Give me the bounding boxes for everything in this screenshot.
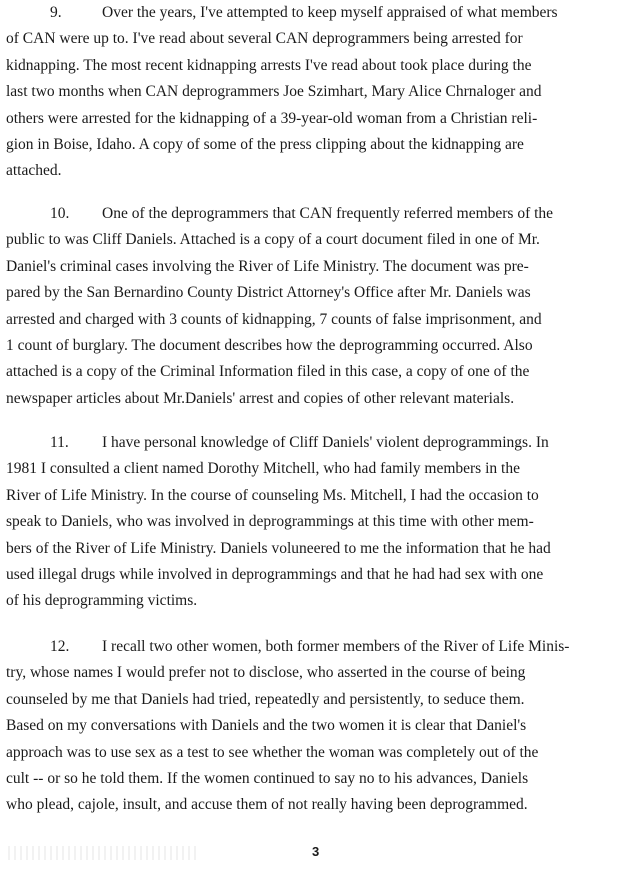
paragraph-line: newspaper articles about Mr.Daniels' arrest and copies of other relevant materials. bbox=[6, 389, 515, 407]
paragraph-line: Based on my conversations with Daniels and the two women it is clear that Daniel's bbox=[6, 717, 527, 735]
paragraph-line: public to was Cliff Daniels. Attached is a copy of a court document filed in one of Mr. bbox=[6, 231, 540, 249]
paragraph-11 bbox=[6, 430, 620, 615]
paragraph-line: gion in Boise, Idaho. A copy of some of the press clipping about the kidnapping are bbox=[6, 136, 524, 154]
paragraph-line: others were arrested for the kidnapping of a 39-year-old woman from a Christian reli- bbox=[6, 109, 538, 127]
paragraph-number: 9. bbox=[50, 4, 62, 21]
paragraph-line: I have personal knowledge of Cliff Daniels' violent deprogrammings. In bbox=[102, 434, 549, 451]
paragraph-line: Over the years, I've attempted to keep myself appraised of what members bbox=[102, 4, 558, 21]
paragraph-line: arrested and charged with 3 counts of kidnapping, 7 counts of false imprisonment, and bbox=[6, 310, 542, 328]
paragraph-line: cult -- or so he told them. If the women continued to say no to his advances, Daniels bbox=[6, 770, 529, 788]
paragraph-line: kidnapping. The most recent kidnapping arrests I've read about took place during the bbox=[6, 56, 532, 74]
paragraph-line: who plead, cajole, insult, and accuse them of not really having been deprogrammed. bbox=[6, 796, 528, 814]
paragraph-9 bbox=[6, 0, 620, 185]
page-number: 3 bbox=[312, 844, 320, 859]
paragraph-line: used illegal drugs while involved in deprogrammings and that he had had sex with one bbox=[6, 566, 544, 584]
paragraph-line: River of Life Ministry. In the course of counseling Ms. Mitchell, I had the occasion to bbox=[6, 486, 539, 504]
paragraph-line: of CAN were up to. I've read about several CAN deprogrammers being arrested for bbox=[6, 30, 523, 48]
scan-artifact bbox=[8, 846, 198, 860]
paragraph-line: last two months when CAN deprogrammers Joe Szimhart, Mary Alice Chrnaloger and bbox=[6, 83, 542, 101]
paragraph-line: try, whose names I would prefer not to disclose, who asserted in the course of being bbox=[6, 664, 526, 682]
paragraph-12 bbox=[6, 634, 620, 819]
paragraph-line: Daniel's criminal cases involving the River of Life Ministry. The document was pre- bbox=[6, 257, 529, 275]
paragraph-10 bbox=[6, 201, 620, 412]
paragraph-number: 12. bbox=[50, 638, 70, 655]
paragraph-line: of his deprogramming victims. bbox=[6, 592, 198, 610]
paragraph-line: attached is a copy of the Criminal Information filed in this case, a copy of one of the bbox=[6, 363, 530, 381]
paragraph-number: 10. bbox=[50, 205, 70, 222]
paragraph-line: pared by the San Bernardino County District Attorney's Office after Mr. Daniels was bbox=[6, 284, 531, 302]
paragraph-line: 1 count of burglary. The document describes how the deprogramming occurred. Also bbox=[6, 337, 533, 355]
paragraph-line: speak to Daniels, who was involved in deprogrammings at this time with other mem- bbox=[6, 513, 534, 531]
paragraph-line: One of the deprogrammers that CAN frequently referred members of the bbox=[102, 205, 554, 222]
paragraph-line: 1981 I consulted a client named Dorothy Mitchell, who had family members in the bbox=[6, 460, 520, 478]
paragraph-line: I recall two other women, both former members of the River of Life Minis- bbox=[102, 638, 570, 655]
paragraph-number: 11. bbox=[50, 434, 69, 451]
paragraph-line: bers of the River of Life Ministry. Daniels voluneered to me the information that he had bbox=[6, 539, 551, 557]
paragraph-line: attached. bbox=[6, 162, 62, 180]
paragraph-line: counseled by me that Daniels had tried, repeatedly and persistently, to seduce them. bbox=[6, 690, 525, 708]
paragraph-line: approach was to use sex as a test to see whether the woman was completely out of the bbox=[6, 743, 539, 761]
